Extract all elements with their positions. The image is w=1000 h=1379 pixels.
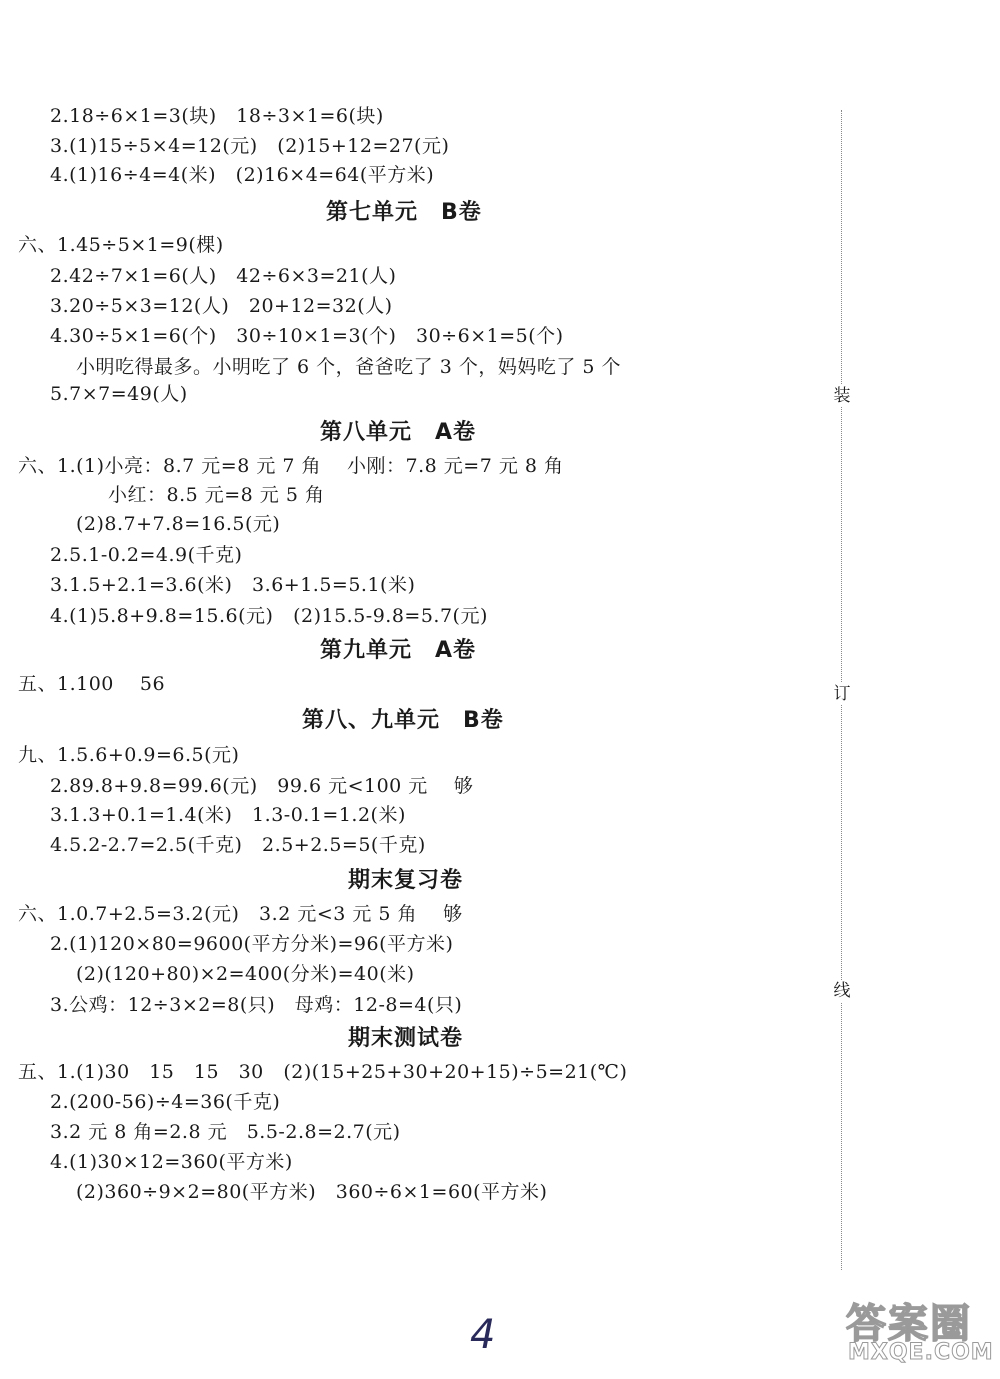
answer-line: (2)360÷9×2=80(平方米) 360÷6×1=60(平方米) <box>76 1181 548 1203</box>
answer-line: 3.1.5+2.1=3.6(米) 3.6+1.5=5.1(米) <box>50 574 416 596</box>
answer-line: 4.30÷5×1=6(个) 30÷10×1=3(个) 30÷6×1=5(个) <box>50 325 564 347</box>
answer-line: 六、1.0.7+2.5=3.2(元) 3.2 元<3 元 5 角 够 <box>18 903 463 925</box>
answer-line: 六、1.45÷5×1=9(棵) <box>18 234 224 256</box>
section-heading: 第八单元 A卷 <box>320 420 477 445</box>
answer-line: 3.(1)15÷5×4=12(元) (2)15+12=27(元) <box>50 135 450 157</box>
answer-line: 4.(1)16÷4=4(米) (2)16×4=64(平方米) <box>50 164 435 186</box>
answer-line: 5.7×7=49(人) <box>50 383 188 405</box>
answer-line: 2.89.8+9.8=99.6(元) 99.6 元<100 元 够 <box>50 775 474 797</box>
answer-line: 4.(1)30×12=360(平方米) <box>50 1151 293 1173</box>
binding-label-ding: 订 <box>831 683 853 705</box>
answer-line: 2.42÷7×1=6(人) 42÷6×3=21(人) <box>50 265 397 287</box>
watermark-logo <box>846 1290 996 1370</box>
watermark-text: 答案圈 <box>846 1301 972 1347</box>
answer-line: 3.2 元 8 角=2.8 元 5.5-2.8=2.7(元) <box>50 1121 401 1143</box>
section-heading: 第八、九单元 B卷 <box>302 708 504 733</box>
answer-line: 小明吃得最多。小明吃了 6 个，爸爸吃了 3 个，妈妈吃了 5 个 <box>76 356 622 378</box>
answer-line: 2.18÷6×1=3(块) 18÷3×1=6(块) <box>50 105 384 127</box>
answer-line: 五、1.100 56 <box>18 673 166 695</box>
section-heading: 第七单元 B卷 <box>326 200 482 225</box>
answer-line: 2.5.1-0.2=4.9(千克) <box>50 544 243 566</box>
answer-line: 2.(200-56)÷4=36(千克) <box>50 1091 281 1113</box>
page-number: 4 <box>470 1312 496 1358</box>
answer-line: 3.20÷5×3=12(人) 20+12=32(人) <box>50 295 393 317</box>
watermark-domain: MXQE.COM <box>848 1340 994 1365</box>
answer-line: 五、1.(1)30 15 15 30 (2)(15+25+30+20+15)÷5=21(℃) <box>18 1061 628 1083</box>
answer-line: 九、1.5.6+0.9=6.5(元) <box>18 744 240 766</box>
section-heading: 第九单元 A卷 <box>320 638 477 663</box>
section-heading: 期末测试卷 <box>348 1026 464 1051</box>
answer-line: 3.1.3+0.1=1.4(米) 1.3-0.1=1.2(米) <box>50 804 406 826</box>
answer-line: 4.5.2-2.7=2.5(千克) 2.5+2.5=5(千克) <box>50 834 426 856</box>
section-heading: 期末复习卷 <box>348 868 464 893</box>
answer-line: 六、1.(1)小亮：8.7 元=8 元 7 角 小刚：7.8 元=7 元 8 角 <box>18 455 564 477</box>
binding-label-xian: 线 <box>831 980 853 1002</box>
answer-line: (2)8.7+7.8=16.5(元) <box>76 513 281 535</box>
answer-line: 3.公鸡：12÷3×2=8(只) 母鸡：12-8=4(只) <box>50 994 463 1016</box>
binding-label-zhuang: 装 <box>831 385 853 407</box>
answer-line: 小红：8.5 元=8 元 5 角 <box>108 484 325 506</box>
answer-line: (2)(120+80)×2=400(分米)=40(米) <box>76 963 415 985</box>
answer-line: 2.(1)120×80=9600(平方分米)=96(平方米) <box>50 933 454 955</box>
answer-line: 4.(1)5.8+9.8=15.6(元) (2)15.5-9.8=5.7(元) <box>50 605 488 627</box>
